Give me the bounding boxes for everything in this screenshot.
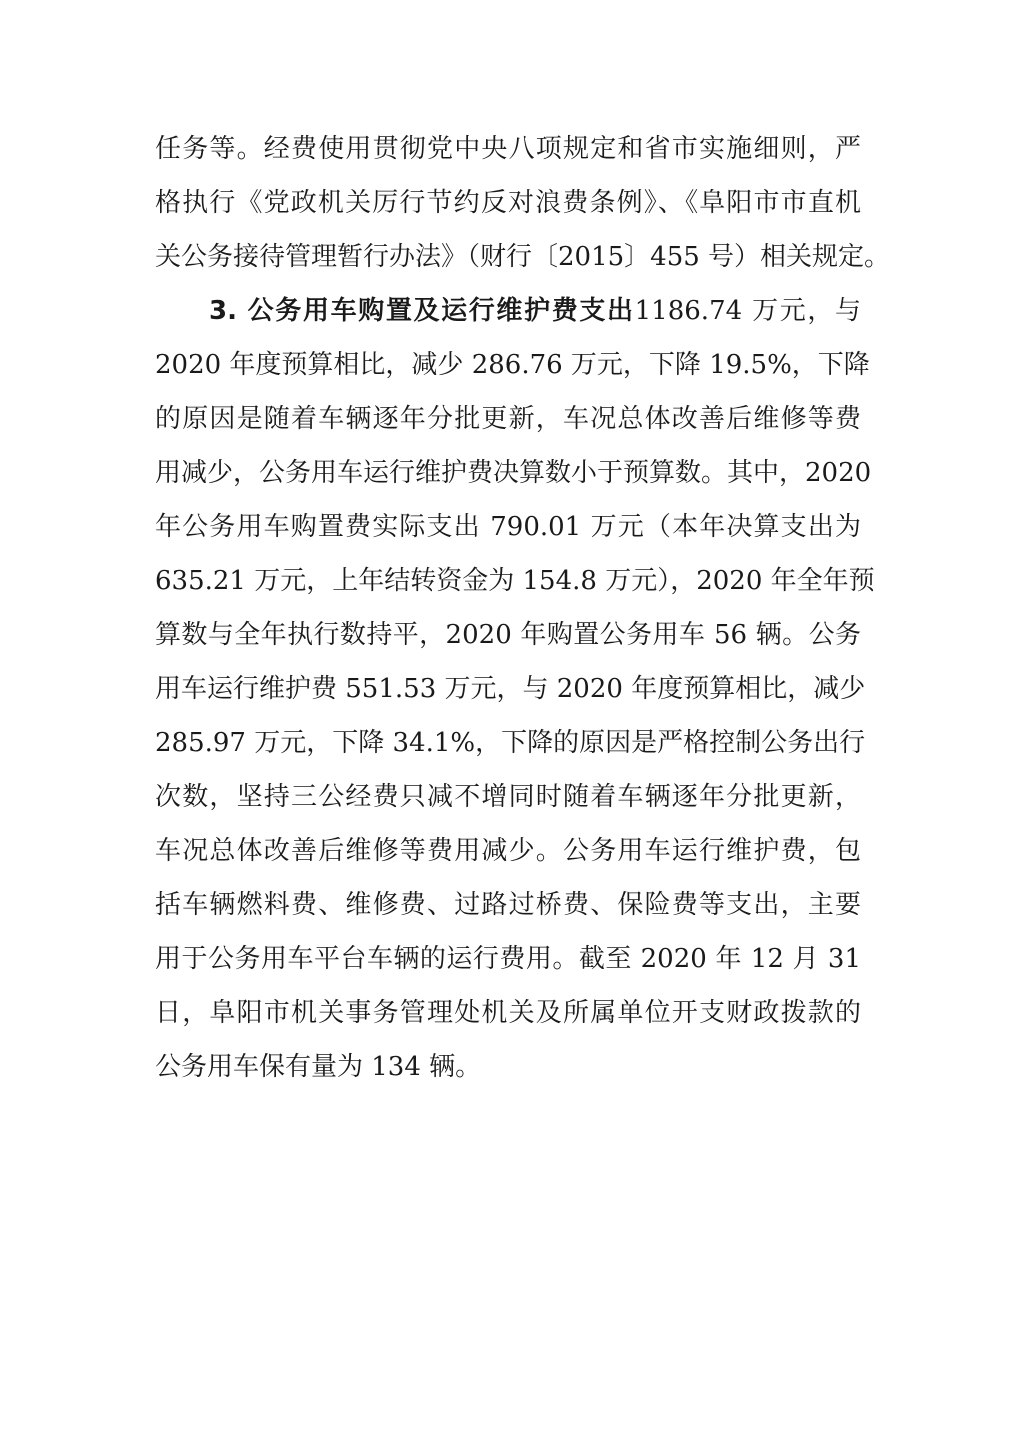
paragraph-line: 次数，坚持三公经费只减不增同时随着车辆逐年分批更新， [155,782,861,812]
paragraph-line: 2020 年度预算相比，减少 286.76 万元，下降 19.5%，下降 [155,350,870,380]
paragraph-line: 格执行《党政机关厉行节约反对浪费条例》、《阜阳市市直机 [155,188,861,218]
paragraph-line: 公务用车保有量为 134 辆。 [155,1052,482,1082]
paragraph-line: 635.21 万元，上年结转资金为 154.8 万元），2020 年全年预 [155,566,875,596]
paragraph-line: 285.97 万元，下降 34.1%，下降的原因是严格控制公务出行 [155,728,866,758]
paragraph-line: 用车运行维护费 551.53 万元，与 2020 年度预算相比，减少 [155,674,866,704]
paragraph-line: 用减少，公务用车运行维护费决算数小于预算数。其中，2020 [155,458,872,488]
section-heading: 3. 公务用车购置及运行维护费支出 [209,296,635,326]
paragraph-line: 车况总体改善后维修等费用减少。公务用车运行维护费，包 [155,836,861,866]
paragraph-line: 的原因是随着车辆逐年分批更新，车况总体改善后维修等费 [155,404,861,434]
paragraph-line: 用于公务用车平台车辆的运行费用。截至 2020 年 12 月 31 [155,944,861,974]
section-3-first-line [209,291,861,331]
paragraph-text: 1186.74 万元，与 [634,296,861,326]
paragraph-line: 日，阜阳市机关事务管理处机关及所属单位开支财政拨款的 [155,998,861,1028]
paragraph-line: 括车辆燃料费、维修费、过路过桥费、保险费等支出，主要 [155,890,861,920]
paragraph-line: 年公务用车购置费实际支出 790.01 万元（本年决算支出为 [155,512,861,542]
paragraph-line: 关公务接待管理暂行办法》（财行〔2015〕455 号）相关规定。 [155,242,891,272]
paragraph-line: 任务等。经费使用贯彻党中央八项规定和省市实施细则，严 [155,134,861,164]
paragraph-line: 算数与全年执行数持平，2020 年购置公务用车 56 辆。公务 [155,620,861,650]
